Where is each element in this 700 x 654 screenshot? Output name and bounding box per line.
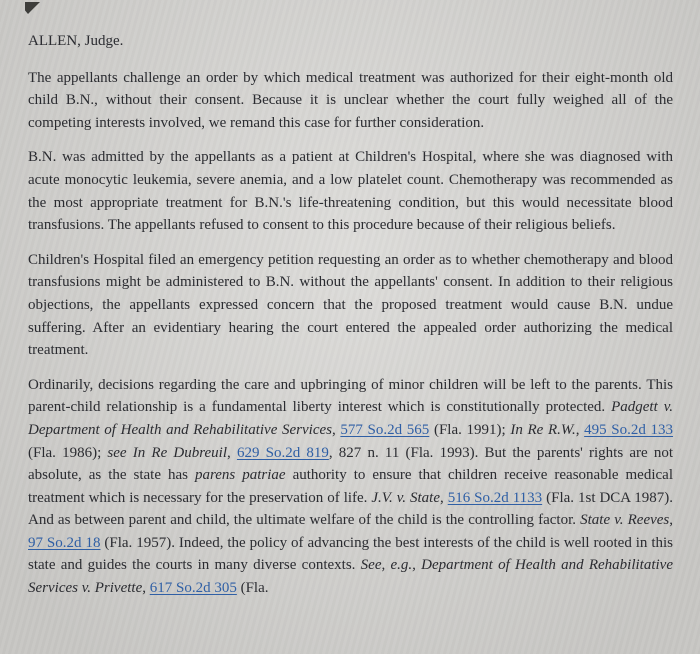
paragraph [28, 146, 673, 236]
case-name-text: State v. Reeves [580, 512, 670, 529]
case-name-text: In Re R.W. [510, 421, 576, 438]
case-name-text: See, e.g., Department of Health and Rehabilitative Services v. Privette [28, 557, 673, 597]
text-run: (Fla. [236, 580, 269, 597]
text-run: , 827 n. 11 (Fla. 1993). But the parents' rights are not absolute, as the state has [28, 444, 674, 484]
text-run: B.N. was admitted by the appellants as a patient at Children's Hospital, where she was diagnosed with acute monocytic leukemia, severe anemia, and a low platelet count. Chemotherapy was recommended as the most appropriate treatment for B.N.'s life-threatening condition, but this would necessitate blood transfusions. The appellants refused to consent to this procedure because of their religious beliefs. [28, 149, 673, 234]
text-run: , [227, 444, 237, 461]
text-run: , [669, 512, 673, 529]
case-name-text: J.V. v. State [371, 489, 440, 506]
citation-link[interactable]: 617 So.2d 305 [149, 580, 237, 597]
text-run: Children's Hospital filed an emergency petition requesting an order as to whether chemotherapy and blood transfusions might be administered to B.N. without the appellants' consent. In addition to their religious objections, the appellants expressed concern that the proposed treatment would cause B.N. undue suffering. After an evidentiary hearing the court entered the appealed order authorizing the medical treatment. [28, 251, 673, 359]
case-name-text: parens patriae [194, 467, 286, 484]
document-body [28, 67, 673, 600]
citation-link[interactable]: 516 So.2d 1133 [447, 489, 543, 506]
text-run: , [142, 580, 150, 597]
case-name-text: see In Re Dubreuil [107, 444, 228, 461]
text-run: (Fla. 1957). Indeed, the policy of advancing the best interests of the child is well rooted in this state and guides the courts in many diverse contexts. [28, 534, 674, 574]
paragraph [28, 374, 673, 600]
paragraph [28, 249, 673, 362]
text-run: , [575, 421, 585, 438]
paragraph [28, 67, 673, 135]
citation-link[interactable]: 629 So.2d 819 [236, 444, 329, 461]
text-run: The appellants challenge an order by which medical treatment was authorized for their eight-month old child B.N., without their consent. Because it is unclear whether the court fully weighed all of the competing interests involved, we remand this case for further consideration. [28, 69, 673, 131]
text-run: (Fla. 1st DCA 1987). And as between parent and child, the ultimate welfare of the child is the controlling factor. [28, 489, 673, 529]
judge-byline: ALLEN, Judge. [28, 33, 124, 49]
text-run: (Fla. 1991); [429, 421, 511, 438]
text-run: Ordinarily, decisions regarding the care and upbringing of minor children will be left to the parents. This parent-child relationship is a fundamental liberty interest which is constitutionally protected. [28, 376, 673, 416]
citation-link[interactable]: 495 So.2d 133 [584, 421, 674, 438]
text-run: , [332, 421, 341, 438]
citation-link[interactable]: 577 So.2d 565 [340, 421, 430, 438]
text-run: , [439, 489, 448, 506]
citation-link[interactable]: 97 So.2d 18 [28, 534, 101, 551]
text-run: authority to ensure that children receive reasonable medical treatment which is necessary for the preservation of life. [28, 467, 673, 506]
case-name-text: Padgett v. Department of Health and Rehabilitative Services [28, 399, 673, 438]
text-run: (Fla. 1986); [28, 444, 108, 461]
